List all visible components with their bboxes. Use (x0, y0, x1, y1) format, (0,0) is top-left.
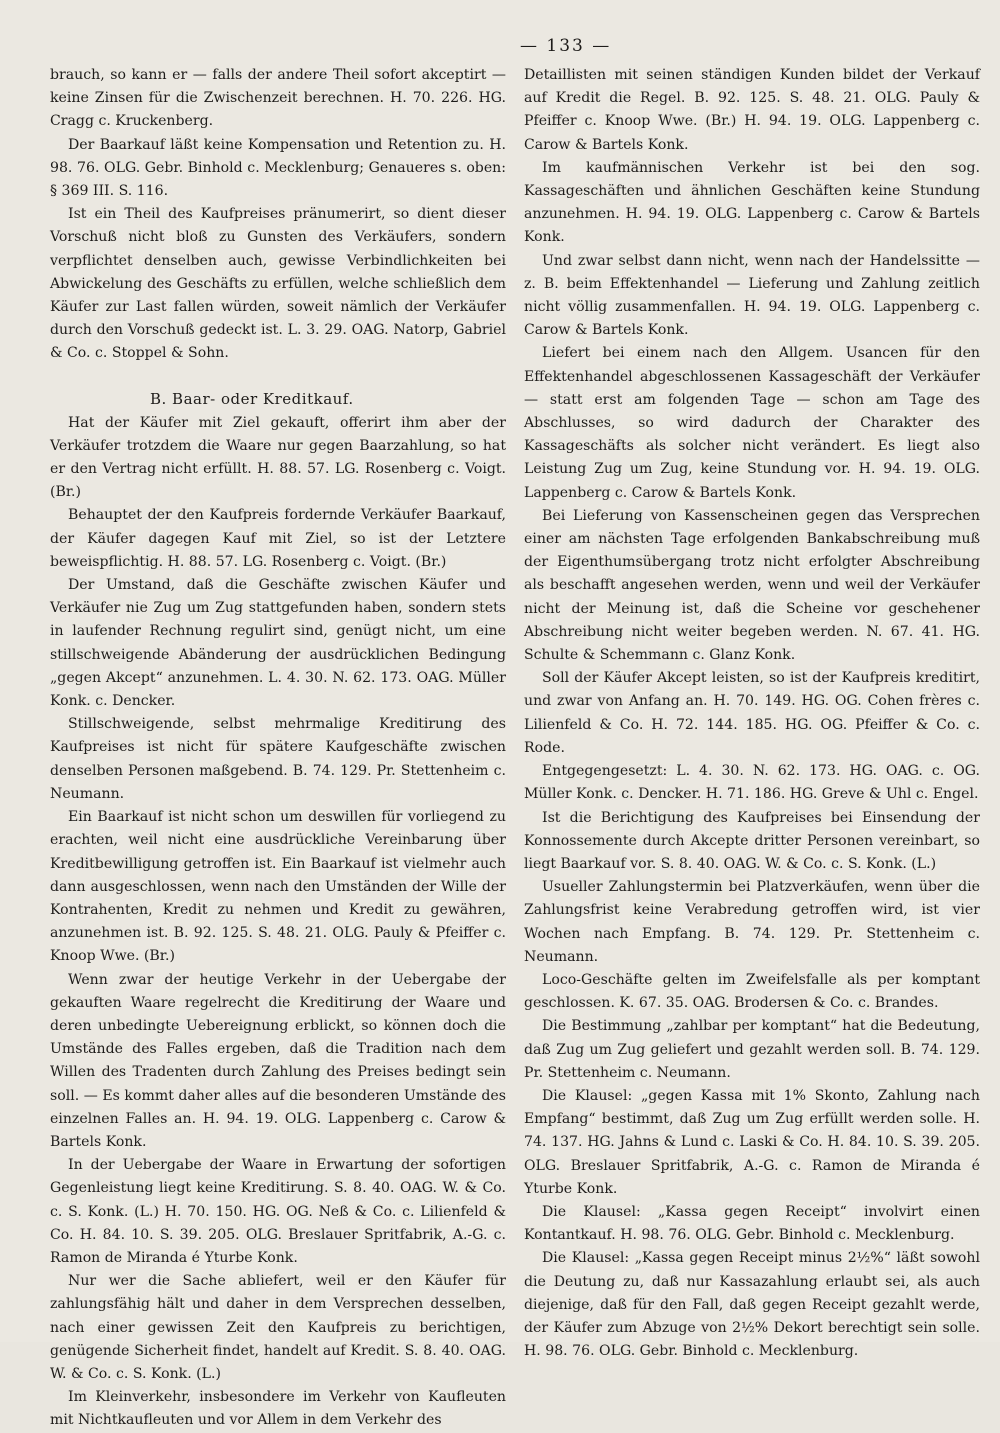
paragraph: Die Bestimmung „zahlbar per komptant“ hat die Bedeutung, daß Zug um Zug geliefert und gezahlt werden soll. B. 74. 129. Pr. Stettenheim c. Neumann. (524, 1018, 980, 1081)
paragraph: Ist die Berichtigung des Kaufpreises bei Einsendung der Konnossemente durch Akcepte dritter Personen vereinbart, so liegt Baarkauf vor. S. 8. 40. OAG. W. & Co. c. S. Konk. (L.) (524, 809, 980, 872)
right-column (524, 64, 980, 1433)
paragraph: Im Kleinverkehr, insbesondere im Verkehr von Kaufleuten mit Nichtkaufleuten und vor Allem in dem Verkehr des (50, 1389, 506, 1429)
paragraph: Hat der Käufer mit Ziel gekauft, offerirt ihm aber der Verkäufer trotzdem die Waare nur gegen Baarzahlung, so hat er den Vertrag nicht erfüllt. H. 88. 57. LG. Rosenberg c. Voigt. (Br.) (50, 414, 506, 501)
paragraph: Behauptet der den Kaufpreis fordernde Verkäufer Baarkauf, der Käufer dagegen Kauf mit Ziel, so ist der Letztere beweispflichtig. H. 88. 57. LG. Rosenberg c. Voigt. (Br.) (50, 507, 506, 570)
section-heading: B. Baar- oder Kreditkauf. (150, 389, 354, 408)
paragraph: Wenn zwar der heutige Verkehr in der Uebergabe der gekauften Waare regelrecht die Kreditirung der Waare und deren unbedingte Uebereignung erblickt, so können doch die Umstände des Falles ergeben, daß die Tradition nach dem Willen des Tradenten durch Zahlung des Preises bedingt sein soll. — Es kommt daher alles auf die besonderen Umstände des einzelnen Falles an. H. 94. 19. OLG. Lappenberg c. Carow & Bartels Konk. (50, 971, 506, 1150)
paragraph: Stillschweigende, selbst mehrmalige Kreditirung des Kaufpreises ist nicht für spätere Kaufgeschäfte zwischen denselben Personen maßgebend. B. 74. 129. Pr. Stettenheim c. Neumann. (50, 716, 506, 802)
paragraph: Soll der Käufer Akcept leisten, so ist der Kaufpreis kreditirt, und zwar von Anfang an. H. 70. 149. HG. OG. Cohen frères c. Lilienfeld & Co. H. 72. 144. 185. HG. OG. Pfeiffer & Co. c. Rode. (524, 670, 980, 756)
paragraph: Die Klausel: „gegen Kassa mit 1% Skonto, Zahlung nach Empfang“ bestimmt, daß Zug um Zug erfüllt werden solle. H. 74. 137. HG. Jahns & Lund c. Laski & Co. H. 84. 10. S. 39. 205. OLG. Breslauer Spritfabrik, A.-G. c. Ramon de Miranda é Yturbe Konk. (524, 1087, 980, 1197)
left-column-paragraphs (50, 64, 506, 366)
paragraph: Nur wer die Sache abliefert, weil er den Käufer für zahlungsfähig hält und daher in dem Versprechen desselben, nach einer gewissen Zeit den Kaufpreis zu berichtigen, genügende Sicherheit findet, handelt auf Kredit. S. 8. 40. OAG. W. & Co. c. S. Konk. (L.) (50, 1273, 506, 1382)
left-column-paragraphs-after-heading (50, 412, 506, 1433)
paragraph: Loco-Geschäfte gelten im Zweifelsfalle als per komptant geschlossen. K. 67. 35. OAG. Brodersen & Co. c. Brandes. (524, 971, 980, 1012)
paragraph: Und zwar selbst dann nicht, wenn nach der Handelssitte — z. B. beim Effektenhandel — Lieferung und Zahlung zeitlich nicht völlig zusammenfallen. H. 94. 19. OLG. Lappenberg c. Carow & Bartels Konk. (524, 252, 980, 339)
paragraph: Detaillisten mit seinen ständigen Kunden bildet der Verkauf auf Kredit die Regel. B. 92. 125. S. 48. 21. OLG. Pauly & Pfeiffer c. Knoop Wwe. (Br.) H. 94. 19. OLG. Lappenberg c. Carow & Bartels Konk. (524, 67, 980, 153)
paragraph: Im kaufmännischen Verkehr ist bei den sog. Kassageschäften und ähnlichen Geschäften keine Stundung anzunehmen. H. 94. 19. OLG. Lappenberg c. Carow & Bartels Konk. (524, 159, 980, 246)
paragraph: brauch, so kann er — falls der andere Theil sofort akceptirt — keine Zinsen für die Zwischenzeit berechnen. H. 70. 226. HG. Cragg c. Kruckenberg. (50, 67, 506, 130)
paragraph: Die Klausel: „Kassa gegen Receipt“ involvirt einen Kontantkauf. H. 98. 76. OLG. Gebr. Binhold c. Mecklenburg. (524, 1203, 980, 1244)
paragraph: Ist ein Theil des Kaufpreises pränumerirt, so dient dieser Vorschuß nicht bloß zu Gunsten des Verkäufers, sondern verpflichtet denselben auch, gewisse Verbindlichkeiten bei Abwickelung des Geschäfts zu erfüllen, welche schließlich dem Käufer zur Last fallen würden, soweit nämlich der Verkäufer durch den Vorschuß gedeckt ist. L. 3. 29. OAG. Natorp, Gabriel & Co. c. Stoppel & Sohn. (50, 206, 506, 362)
page-number: — 133 — (520, 36, 612, 56)
paragraph: Der Baarkauf läßt keine Kompensation und Retention zu. H. 98. 76. OLG. Gebr. Binhold c. Mecklenburg; Genaueres s. oben: § 369 III. S. 116. (50, 136, 506, 200)
paragraph: Der Umstand, daß die Geschäfte zwischen Käufer und Verkäufer nie Zug um Zug stattgefunden haben, sondern stets in laufender Rechnung regulirt sind, genügt nicht, um eine stillschweigende Abänderung der ausdrücklichen Bedingung „gegen Akcept“ anzunehmen. L. 4. 30. N. 62. 173. OAG. Müller Konk. c. Dencker. (50, 577, 506, 710)
paragraph: Bei Lieferung von Kassenscheinen gegen das Versprechen einer am nächsten Tage erfolgenden Bankabschreibung muß der Eigenthumsübergang trotz nicht erfolgter Abschreibung als beschafft angesehen werden, wenn und weil der Verkäufer nicht der Meinung ist, daß die Scheine vor geschehener Abschreibung nicht weiter begeben werden. N. 67. 41. HG. Schulte & Schemmann c. Glanz Konk. (524, 507, 980, 664)
paragraph: Liefert bei einem nach den Allgem. Usancen für den Effektenhandel abgeschlossenen Kassageschäft der Verkäufer — statt erst am folgenden Tage — schon am Tage des Abschlusses, so wird dadurch der Charakter des Kassageschäfts als solcher nicht verändert. Es liegt also Leistung Zug um Zug, keine Stundung vor. H. 94. 19. OLG. Lappenberg c. Carow & Bartels Konk. (524, 345, 980, 501)
paragraph: In der Uebergabe der Waare in Erwartung der sofortigen Gegenleistung liegt keine Kreditirung. S. 8. 40. OAG. W. & Co. c. S. Konk. (L.) H. 70. 150. HG. OG. Neß & Co. c. Lilienfeld & Co. H. 84. 10. S. 39. 205. OLG. Breslauer Spritfabrik, A.-G. c. Ramon de Miranda é Yturbe Konk. (50, 1157, 506, 1266)
paragraph: Die Klausel: „Kassa gegen Receipt minus 2½%“ läßt sowohl die Deutung zu, daß nur Kassazahlung erlaubt sei, als auch diejenige, daß für den Fall, daß gegen Receipt gezahlt werde, der Käufer zum Abzuge von 2½% Dekort berechtigt sein solle. H. 98. 76. OLG. Gebr. Binhold c. Mecklenburg. (524, 1250, 980, 1360)
paragraph: Ein Baarkauf ist nicht schon um deswillen für vorliegend zu erachten, weil nicht eine ausdrückliche Vereinbarung über Kreditbewilligung getroffen ist. Ein Baarkauf ist vielmehr auch dann ausgeschlossen, wenn nach den Umständen der Wille der Kontrahenten, Kredit zu nehmen und Kredit zu gewähren, anzunehmen ist. B. 92. 125. S. 48. 21. OLG. Pauly & Pfeiffer c. Knoop Wwe. (Br.) (50, 809, 506, 965)
text-columns (50, 64, 982, 1433)
paragraph: Usueller Zahlungstermin bei Platzverkäufen, wenn über die Zahlungsfrist keine Verabredung getroffen wird, ist vier Wochen nach Empfang. B. 74. 129. Pr. Stettenheim c. Neumann. (524, 879, 980, 965)
left-column (50, 64, 506, 1433)
paragraph: Entgegengesetzt: L. 4. 30. N. 62. 173. HG. OAG. c. OG. Müller Konk. c. Dencker. H. 71. 186. HG. Greve & Uhl c. Engel. (524, 763, 980, 803)
